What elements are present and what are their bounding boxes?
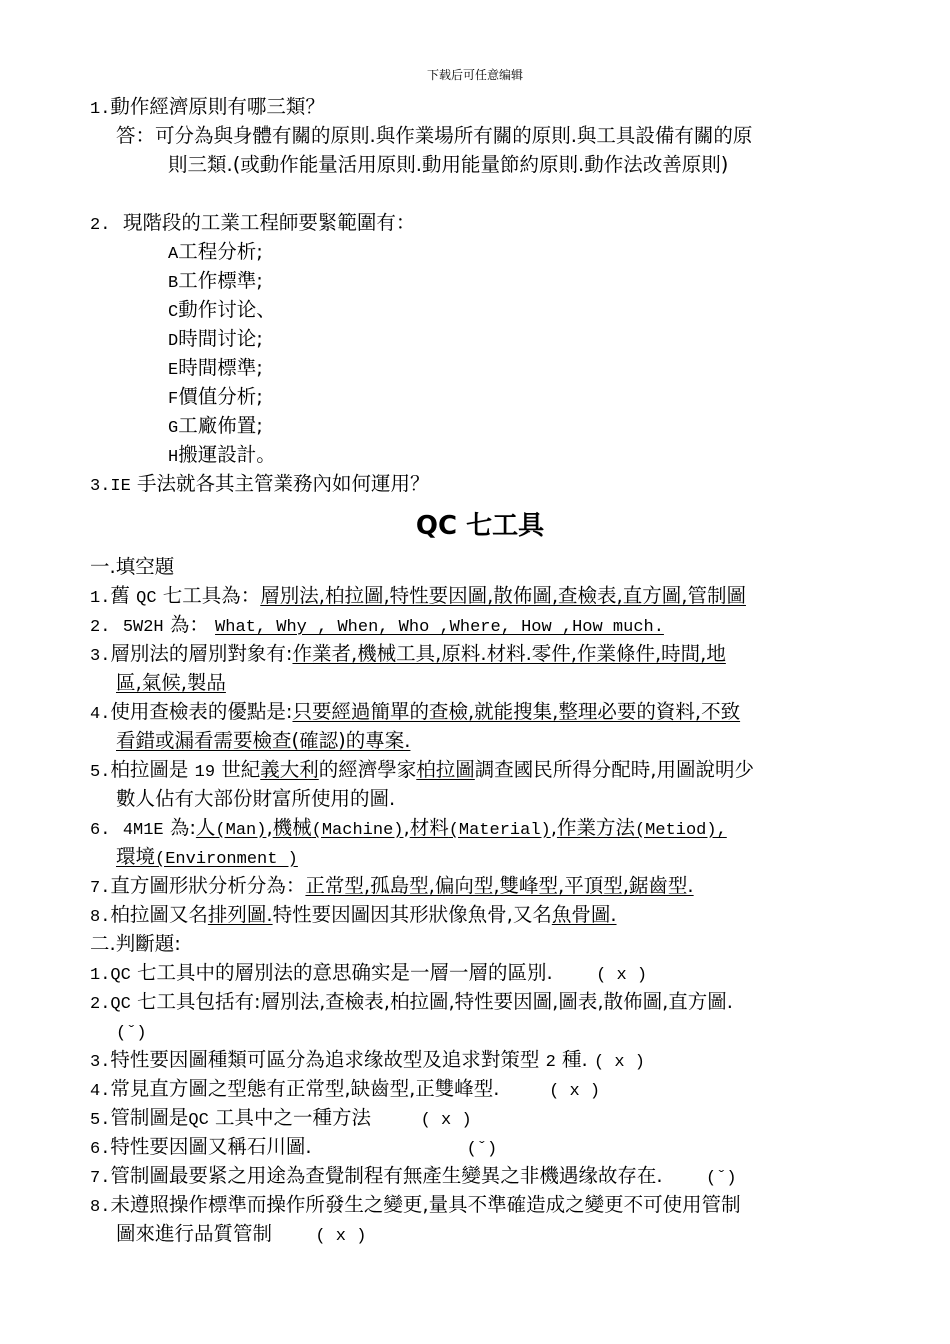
fill-item-1: 1.舊 QC 七工具為：層別法,柏拉圖,特性要因圖,散佈圖,查檢表,直方圖,管制圖 [90,584,746,608]
list-item: D時間讨论; [168,327,263,351]
answer-1-line-2: 則三類.(或動作能量活用原則.動用能量節約原則.動作法改善原則) [168,153,729,176]
page-header: 下载后可任意编辑 [426,68,523,82]
question-1: 1.動作經濟原則有哪三類？ [90,95,325,119]
fill-item-7: 7.直方圖形狀分析分為：正常型,孤島型,偏向型,雙峰型,平頂型,鋸齒型. [90,874,694,898]
list-item: G工廠佈置; [168,414,263,438]
answer-1-line-1: 答：可分為與身體有關的原則.與作業場所有關的原則.與工具設備有關的原 [116,124,753,147]
fill-item-2: 2. 5W2H 為： What, Why , When, Who ,Where, How ,How much. [90,613,664,637]
fill-item-8: 8.柏拉圖又名排列圖.特性要因圖因其形狀像魚骨,又名魚骨圖. [90,903,617,927]
document-body [90,92,870,1248]
tf-item-8-cont: 圖來進行品質管制 ( x ) [116,1222,367,1246]
list-item: H搬運設計。 [168,443,276,467]
tf-item-1: 1.QC 七工具中的層別法的意思确实是一層一層的區別. ( x ) [90,961,648,985]
fill-item-6-cont: 環境(Environment ) [116,845,298,869]
section-title: QC 七工具 [415,511,545,541]
true-false-heading: 二.判斷題: [90,932,181,955]
list-item: A工程分析; [168,240,263,264]
list-item: E時間標準; [168,356,263,380]
list-item: F價值分析; [168,385,263,409]
tf-item-2: 2.QC 七工具包括有:層別法,查檢表,柏拉圖,特性要因圖,圖表,散佈圖,直方圖. [90,990,733,1014]
tf-item-3: 3.特性要因圖種類可區分為追求缘故型及追求對策型 2 種. ( x ) [90,1048,645,1072]
tf-item-4: 4.常見直方圖之型態有正常型,缺齒型,正雙峰型. ( x ) [90,1077,601,1101]
tf-item-2-answer: (ˇ) [116,1024,147,1043]
fill-item-3: 3.層別法的層別對象有:作業者,機械工具,原料.材料.零件,作業條件,時間,地 [90,642,726,666]
tf-item-6: 6.特性要因圖又稱石川圖. (ˇ) [90,1135,498,1159]
question-2: 2. 現階段的工業工程師要緊範圍有： [90,211,416,235]
fill-item-5: 5.柏拉圖是 19 世紀義大利的經濟學家柏拉圖調查國民所得分配時,用圖說明少 [90,758,754,782]
spacer [90,179,870,208]
tf-item-5: 5.管制圖是QC 工具中之一種方法 ( x ) [90,1106,472,1130]
fill-item-3-cont: 區,氣候,製品 [116,671,226,694]
fill-item-4-cont: 看錯或漏看需要檢查(確認)的專案. [116,729,411,752]
fill-in-heading: 一.填空題 [90,555,175,578]
list-item: C動作讨论、 [168,298,276,322]
fill-item-5-cont: 數人佔有大部份財富所使用的圖. [116,787,396,810]
fill-item-4: 4.使用查檢表的優點是:只要經過簡單的查檢,就能搜集,整理必要的資料,不致 [90,700,741,724]
question-3: 3.IE 手法就各其主管業務內如何運用？ [90,472,430,496]
fill-item-6: 6. 4M1E 為:人(Man),機械(Machine),材料(Material),作業方法(Metiod), [90,816,727,840]
list-item: B工作標準; [168,269,263,293]
tf-item-7: 7.管制圖最要紧之用途為查覺制程有無產生變異之非機遇缘故存在. (ˇ) [90,1164,737,1188]
tf-item-8: 8.未遵照操作標準而操作所發生之變更,量具不準確造成之變更不可使用管制 [90,1193,741,1217]
